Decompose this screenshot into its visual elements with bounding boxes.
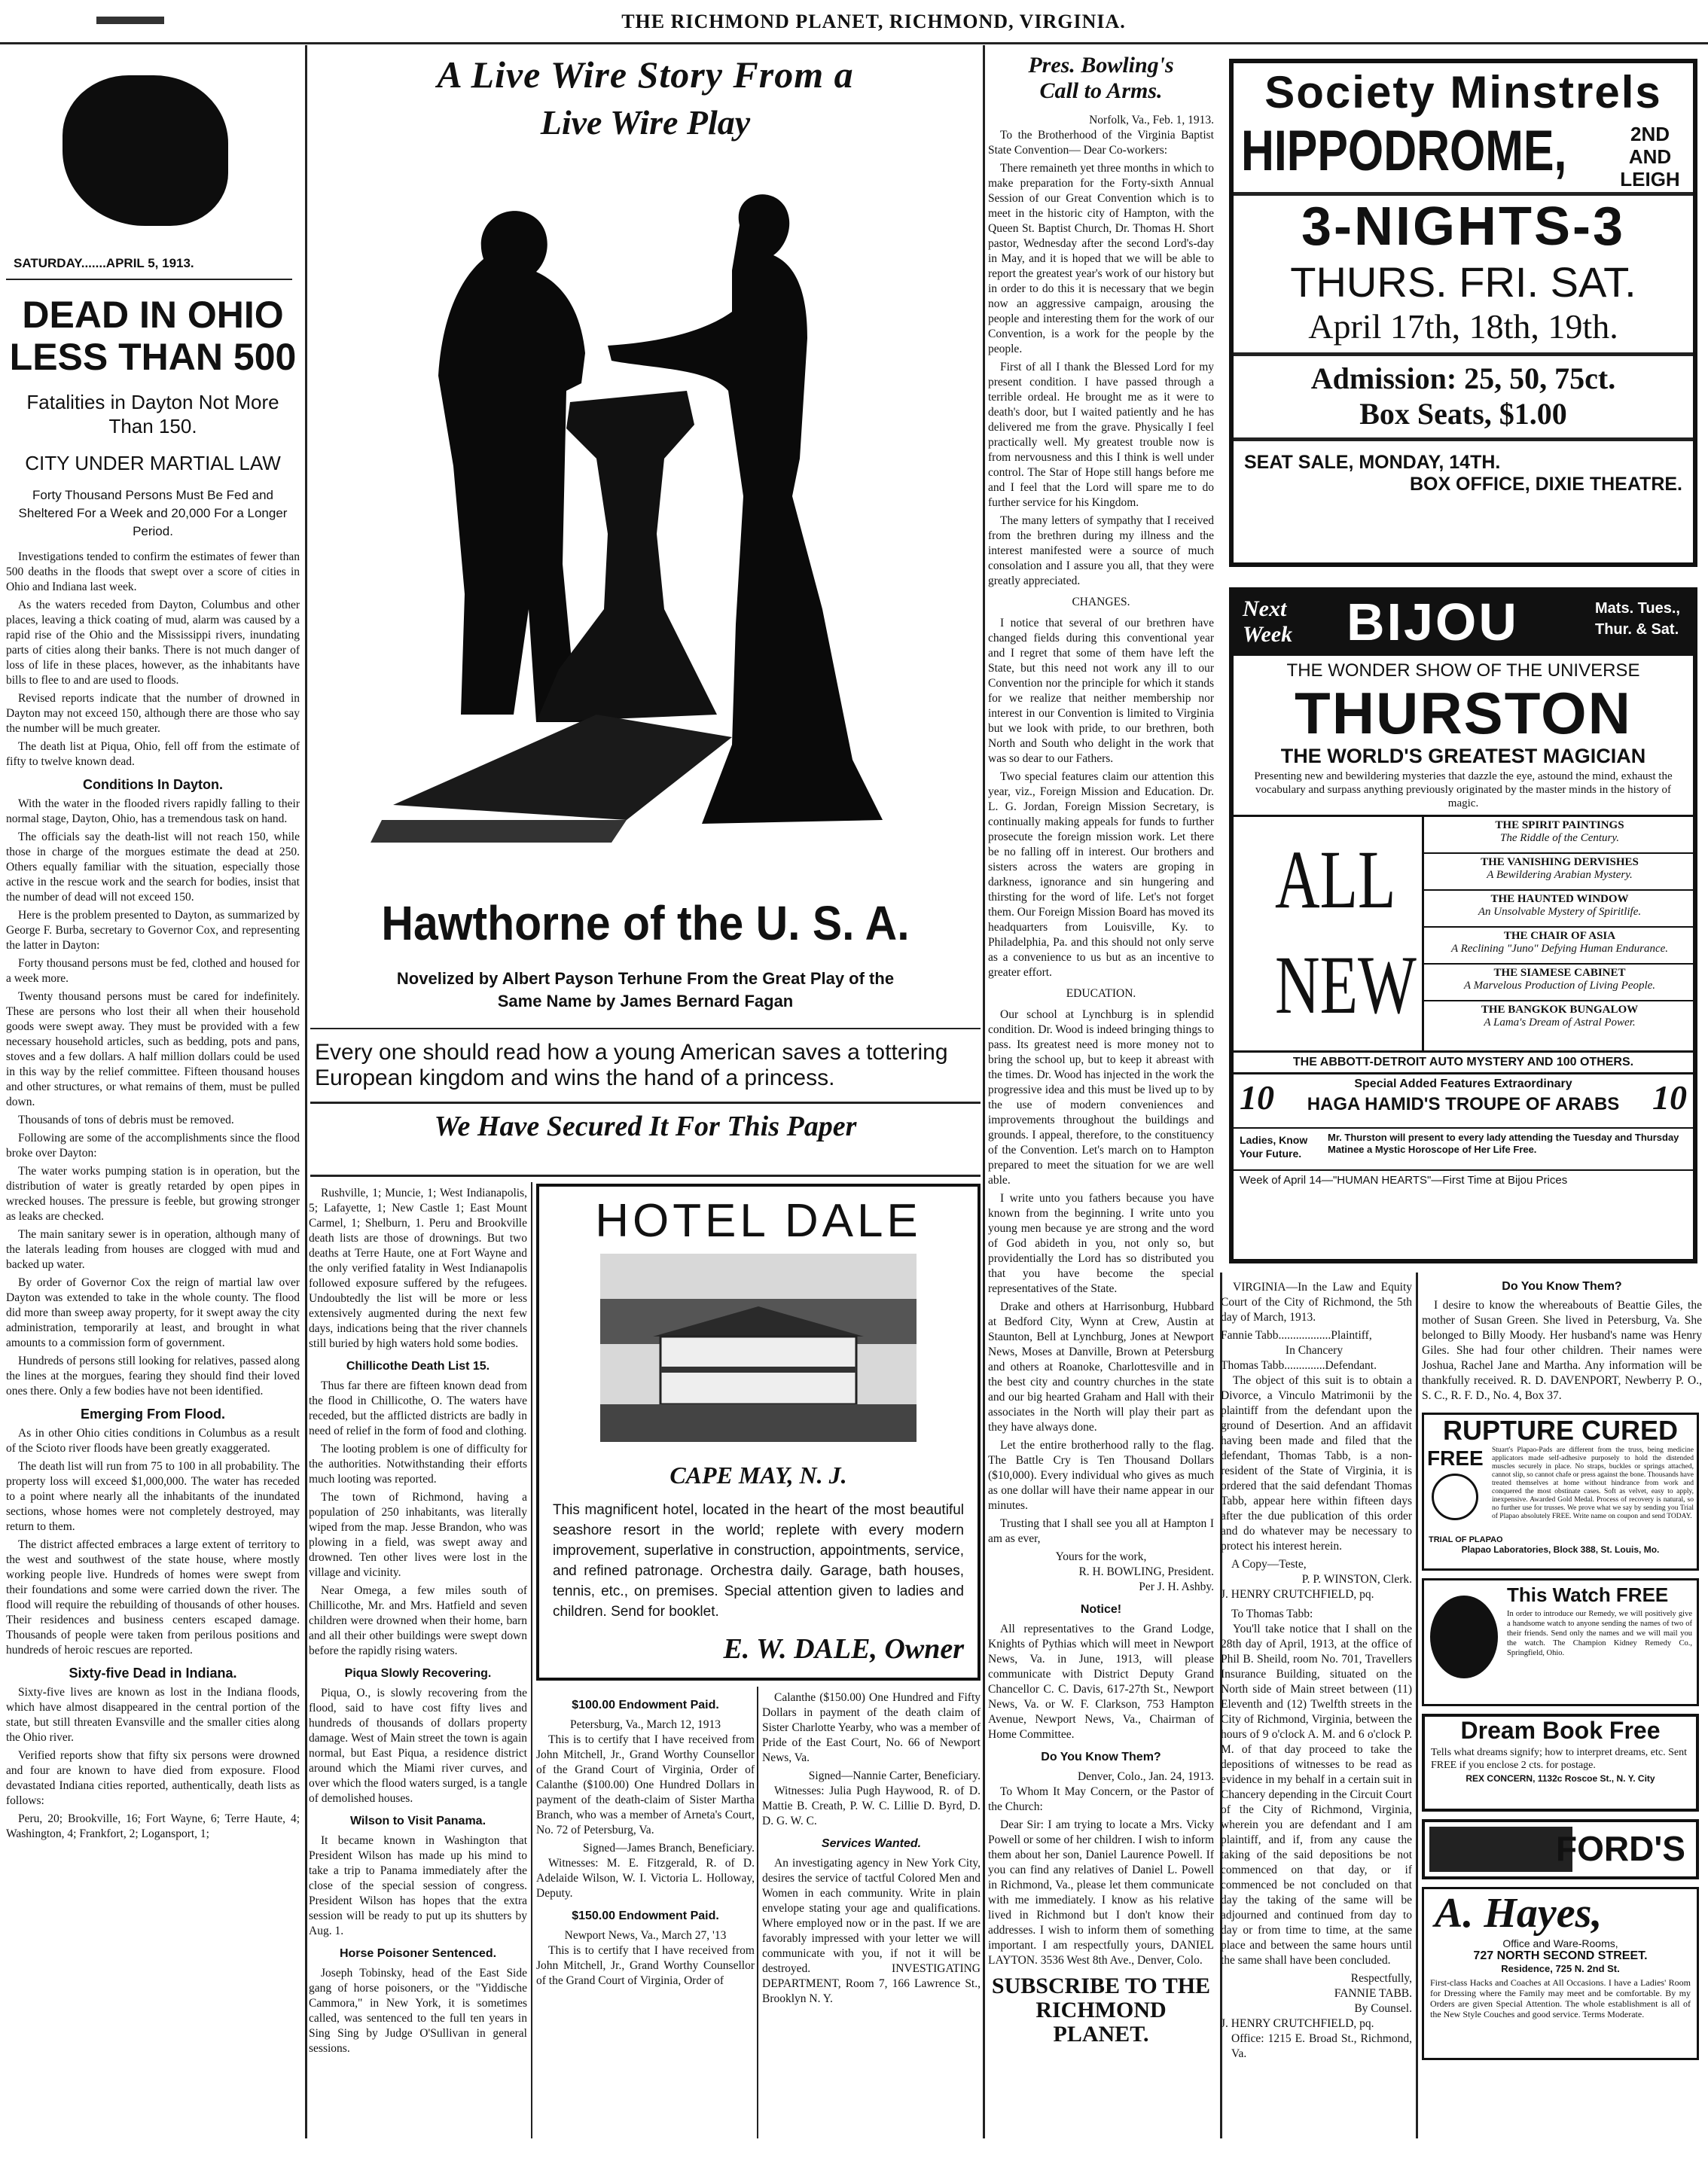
paragraph: You'll take notice that I shall on the 28th day of April, 1913, at the office of Phil B. Sheild, room No. 701, Travellers Insurance Building, situated on the North side of Main street between (11) Eleventh and (12) Twelfth streets in the City of Richmond, Virginia, between the hours of 9 o'clock A. M. and 6 o'clock P. M. of that day proceed to take the depositions of witnesses to be read as evidence in my behalf in a certain suit in Chancery depending in the Circuit Court of the City of Richmond, Virginia, wherein you are defendant and I am plaintiff, and if, from any cause the taking of the said depositions be not commenced on that day, or if commenced be not concluded on that day the taking of the same will be adjourned and continued from day to day or from time to time, at the same place and between the same hours until the same shall have been concluded. bbox=[1221, 1623, 1412, 1967]
paragraph: Hundreds of persons still looking for relatives, passed along the lines at the morgues, fearing they should find their loved ones there. Only a few bodies have not been identified. bbox=[6, 1355, 300, 1398]
rupture-ad bbox=[1422, 1413, 1699, 1571]
bijou-name: BIJOU bbox=[1347, 593, 1519, 651]
act-name: THE SPIRIT PAINTINGS bbox=[1495, 819, 1624, 831]
deck-martial-law: CITY UNDER MARTIAL LAW bbox=[25, 452, 281, 474]
dateline-rule bbox=[6, 279, 292, 280]
paragraph: Two special features claim our attention this year, viz., Foreign Mission and Education. Dr. L. G. Jordan, Foreign Mission Secretary, is continually making appeals for funds to further prosecute the foreign mission work. Let there be no falling off in interest. Our brothers and sisters across the waters are groping in darkness, ignorance and sin hungering and thirsting for the word of life. Let's not forget them. Our Foreign Mission Board has moved its headquarters from Louisville, Ky. to Philadelphia, Pa. and this should not only serve as a convenience to us but as an incentive to greater effort. bbox=[988, 770, 1214, 979]
paragraph: Twenty thousand persons must be cared for indefinitely. These are persons who lost their all when their household goods were swept away. They must be provided with a few necessary household articles, such as bedding, pots and pans, stoves and a few dollars. A half million dollars could be used in this way by the relief committee. Fifteen thousand houses and other structures, or what remains of them, must be pulled down. bbox=[6, 990, 300, 1108]
bijou-ad bbox=[1229, 587, 1697, 1263]
steps-shade bbox=[371, 820, 627, 843]
paragraph: Investigations tended to confirm the estimates of fewer than 500 deaths in the floods that swept over a score of cities in Ohio and Indiana last week. bbox=[6, 550, 300, 593]
bijou-next-week: Next Week bbox=[1243, 596, 1293, 647]
endowment-column-a bbox=[536, 1690, 755, 2142]
deck-fatalities: Fatalities in Dayton Not More Than 150. bbox=[26, 391, 279, 437]
paragraph: Drake and others at Harrisonburg, Hubbard at Bedford City, Wynn at Crew, Austin at Staunton, Bell at Lynchburg, Jones at Newport News, Moses at Danville, Brown at Petersburg and others at Roanoke, Charlottesville and in the best city and country churches in the state and our big hearted Graham and Hall with their associates in the North will play their part as they have always done. bbox=[988, 1300, 1214, 1434]
subhead: Conditions In Dayton. bbox=[83, 777, 223, 792]
legal-defendant: Thomas Tabb..............Defendant. bbox=[1221, 1359, 1377, 1372]
dateline: Norfolk, Va., Feb. 1, 1913. bbox=[1089, 114, 1214, 126]
ten-left: 10 bbox=[1240, 1078, 1274, 1117]
masthead-folio: THE RICHMOND PLANET, RICHMOND, VIRGINIA. bbox=[621, 11, 1126, 32]
hotel-place: CAPE MAY, N. J. bbox=[669, 1462, 847, 1489]
paragraph: Trusting that I shall see you all at Hampton I am as ever, bbox=[988, 1517, 1214, 1545]
paragraph: The officials say the death-list will not reach 150, while those in charge of the morgues estimate the dead at 250. Others equally familiar with the situation, especially those active in the rescue work and the search for bodies, insist that the number of dead will not exceed 150. bbox=[6, 831, 300, 904]
hayes-address: 727 NORTH SECOND STREET. bbox=[1473, 1949, 1648, 1962]
act-description: The Riddle of the Century. bbox=[1500, 832, 1619, 844]
legal-fannie: FANNIE TABB. bbox=[1334, 1987, 1412, 2000]
column-rule bbox=[531, 1182, 532, 2138]
subscribe-notice: SUBSCRIBE TO THE RICHMOND PLANET. bbox=[991, 1974, 1211, 2047]
paragraph: Following are some of the accomplishments since the flood broke over Dayton: bbox=[6, 1132, 300, 1160]
hotel-porch bbox=[660, 1367, 856, 1373]
hayes-office: Office and Ware-Rooms, bbox=[1502, 1937, 1618, 1949]
act-item bbox=[1424, 817, 1695, 854]
headline-less-than-500: LESS THAN 500 bbox=[9, 336, 297, 378]
paragraph: Sixty-five lives are known as lost in the Indiana floods, which have almost disappeared in the central portion of the state, but still threaten Evansville and the smaller cities along the Ohio river. bbox=[6, 1686, 300, 1744]
column-rule bbox=[757, 1687, 758, 2138]
dateline: Petersburg, Va., March 12, 1913 bbox=[569, 1718, 721, 1731]
paragraph: The water works pumping station is in operation, but the distribution of water is greatly retarded by open pipes in wrecked houses. The pressure is feeble, but growing stronger as leaks are checked. bbox=[6, 1165, 300, 1223]
paragraph: To Whom It May Concern, or the Pastor of the Church: bbox=[988, 1785, 1214, 1813]
plapao-seal-icon bbox=[1432, 1474, 1478, 1520]
hippodrome-corner: 2ND AND LEIGH bbox=[1620, 123, 1680, 191]
paragraph: It became known in Washington that President Wilson has made up his mind to take a trip to Panama immediately after the close of the special session of congress. President Wilson has hopes that the extra session will be ready to put up its shutters by Aug. 1. bbox=[309, 1834, 527, 1937]
feature-rule bbox=[310, 1028, 981, 1029]
bowling-column bbox=[988, 53, 1214, 2138]
paragraph: This is to certify that I have received from John Mitchell, Jr., Grand Worthy Counsellor of the Grand Court of Virginia, Order of Calanthe ($100.00) One Hundred Dollars in payment of the death-claim of Sister Martha Branch, who was a member of Arneta's Court, No. 72 of Petersburg, Va. bbox=[536, 1733, 755, 1836]
three-nights: 3-NIGHTS-3 bbox=[1301, 197, 1626, 257]
society-minstrels: Society Minstrels bbox=[1264, 67, 1662, 117]
act-name: THE BANGKOK BUNGALOW bbox=[1481, 1004, 1639, 1016]
feature-hawthorne bbox=[310, 45, 981, 1175]
masthead-cut bbox=[63, 75, 228, 226]
paragraph: Revised reports indicate that the number of drowned in Dayton may not exceed 150, although there are those who say the number will be much greater. bbox=[6, 692, 300, 735]
human-hearts: Week of April 14—"HUMAN HEARTS"—First Time at Bijou Prices bbox=[1234, 1169, 1693, 1190]
subhead: Sixty-five Dead in Indiana. bbox=[69, 1666, 237, 1681]
signature: R. H. BOWLING, President. bbox=[1078, 1565, 1214, 1578]
paragraph: Calanthe ($150.00) One Hundred and Fifty Dollars in payment of the death claim of Sister Charlotte Yearby, who was a member of Pride of the East Court, No. 66 of Newport News, Va. bbox=[762, 1691, 981, 1764]
subhead: $150.00 Endowment Paid. bbox=[572, 1910, 719, 1922]
paragraph: Our school at Lynchburg is in splendid condition. Dr. Wood is indeed bringing things to pass. Its greatest need is more money not to bring the school up, but to keep it abreast with the times. Dr. Wood has injected in the work the progressive idea and this must be lived up to by the use of modern conveniences and improvements throughout the buildings and grounds. I appeal, therefore, to the constituency of the Convention. Let's march on to Hampton prepared to meet the situation for we are well able. bbox=[988, 1008, 1214, 1187]
feature-byline: Novelized by Albert Payson Terhune From the Great Play of the Same Name by James Bernard Fagan bbox=[396, 969, 895, 1010]
silhouette-illustration bbox=[310, 142, 981, 903]
minstrels-ad bbox=[1229, 59, 1697, 567]
act-name: THE SIAMESE CABINET bbox=[1493, 967, 1626, 979]
ad-rule bbox=[1234, 437, 1693, 441]
paragraph: The main sanitary sewer is in operation, although many of the laterals leading from houses are clogged with mud and backed up water. bbox=[6, 1228, 300, 1271]
column-rule bbox=[983, 45, 985, 2138]
paragraph: Thus far there are fifteen known dead from the flood in Chillicothe, O. The waters have receded, but the afflicted districts are badly in need of relief in the form of food and clothing. bbox=[309, 1379, 527, 1437]
feature-bottom-rule bbox=[310, 1175, 981, 1177]
lawn bbox=[600, 1404, 917, 1442]
bowling-heading-2: Call to Arms. bbox=[1039, 78, 1163, 103]
fords-ad bbox=[1422, 1819, 1699, 1879]
masthead-bar bbox=[0, 0, 1708, 39]
hotel-copy: This magnificent hotel, located in the heart of the most beautiful seashore resort in the world; replete with every modern improvement, superlative in construction, appointments, service, and refined patronage. Orchestra daily. Garage, bath houses, tennis, etc., on premises. Special attention given to ladies and children. Send for booklet. bbox=[553, 1502, 964, 1620]
ladies-future: Ladies, Know Your Future. bbox=[1240, 1134, 1308, 1160]
flood-column bbox=[6, 60, 300, 2146]
all-new-new: NEW bbox=[1275, 939, 1417, 1031]
hayes-residence: Residence, 725 N. 2nd St. bbox=[1501, 1963, 1620, 1974]
act-name: THE CHAIR OF ASIA bbox=[1503, 930, 1616, 942]
know-them-text: I desire to know the whereabouts of Beattie Giles, the mother of Susan Green. She lived in Petersburg, Va. She belonged to Billy Moody. Her husband's name was Henry Giles. She had four other children. Their names were Joshua, Rachel Jane and Martha. Any information will be thankfully received. R. D. DAVENPORT, Newberry P. O., S. C., R. F. D., No. 4, Box 37. bbox=[1422, 1299, 1702, 1402]
watch-text: In order to introduce our Remedy, we will positively give a handsome watch to anyone sending the names of two of their friends. Send only the names and we will mail you the watch. The Champion Kidney Remedy Co., Springfield, Ohio. bbox=[1507, 1610, 1692, 1657]
haga-hamid: HAGA HAMID'S TROUPE OF ARABS bbox=[1307, 1094, 1620, 1114]
feature-rule bbox=[310, 1102, 981, 1104]
endowment-column-b bbox=[762, 1690, 981, 2142]
subhead: $100.00 Endowment Paid. bbox=[572, 1699, 719, 1711]
box-office: BOX OFFICE, DIXIE THEATRE. bbox=[1409, 474, 1682, 495]
fords-image bbox=[1429, 1827, 1572, 1872]
closing: Yours for the work, bbox=[1055, 1550, 1147, 1563]
rupture-address: Plapao Laboratories, Block 388, St. Louis, Mo. bbox=[1461, 1544, 1660, 1555]
flood-continued-column bbox=[309, 1186, 527, 2142]
subhead: Piqua Slowly Recovering. bbox=[344, 1667, 492, 1680]
paragraph: The object of this suit is to obtain a Divorce, a Vinculo Matrimonii by the plaintiff from the defendant upon the ground of Desertion. And an affidavit having been made and filed that the defendant, Thomas Tabb, is a non-resident of the State of Virginia, it is ordered that the said defendant Thomas Tabb, appear here within fifteen days after the due publication of this order and do whatever may be necessary to protect his interest herein. bbox=[1221, 1374, 1412, 1553]
legal-pq: J. HENRY CRUTCHFIELD, pq. bbox=[1221, 1588, 1374, 1601]
legal-copy: A Copy—Teste, bbox=[1231, 1558, 1307, 1571]
paragraph: Let the entire brotherhood rally to the flag. The Battle Cry is Ten Thousand Dollars ($10,000). Every individual who gives as much as one dollar will have their name appear in our minutes. bbox=[988, 1439, 1214, 1512]
greatest-magician: THE WORLD'S GREATEST MAGICIAN bbox=[1280, 745, 1646, 767]
dream-text: Tells what dreams signify; how to interpret dreams, etc. Sent FREE if you enclose 2 cts. for postage. bbox=[1431, 1747, 1687, 1771]
paragraph: There remaineth yet three months in which to make preparation for the Forty-sixth Annual Session of our Great Convention which is to meet in the historic city of Hampton, with the Queen St. Baptist Church, Dr. Thomas H. Short pastor, Wednesday after the second Lord's-day in May, and it is hoped that we will be able to report the greatest year's work of our history but in order to do this it is necessary that we begin now an aggressive campaign, arousing the people and interesting them for the work of our Convention, is a work for the people by the people. bbox=[988, 162, 1214, 355]
signature: Signed—James Branch, Beneficiary. bbox=[583, 1842, 755, 1855]
thurston-tagline: Presenting new and bewildering mysteries that dazzle the eye, astound the mind, exhaust the vocabulary and surpass anything previously originated by the master minds in the history of magic. bbox=[1254, 770, 1673, 809]
paragraph: Dear Sir: I am trying to locate a Mrs. Vicky Powell or some of her children. I wish to inform them about her son, Daniel Laurence Powell. If you can find any relatives of Daniel L. Powell in Richmond, Va., please let them communicate with me immediately. I know as his relative lived in Richmond but I don't know their addresses. I wish to inform them of something important. I am respectfully yours, DANIEL LAYTON. 3536 West 8th Ave., Denver, Colo. bbox=[988, 1818, 1214, 1967]
wonder-show: THE WONDER SHOW OF THE UNIVERSE bbox=[1286, 660, 1640, 681]
paragraph: The many letters of sympathy that I received from the brethren during my illness and the interest manifested were a source of much consolation and I assure you all, that they were greatly appreciated. bbox=[988, 514, 1214, 587]
paragraph: As in other Ohio cities conditions in Columbus as a result of the Scioto river floods have been greatly exaggerated. bbox=[6, 1427, 300, 1455]
hayes-text: First-class Hacks and Coaches at All Occasions. I have a Ladies' Room for Dressing where the Family may meet and be comfortable. By my Orders are given Special Attention. The whole establishment is all of the New Style Couches and good service. Terms Moderate. bbox=[1430, 1977, 1691, 2019]
legal-notice-column bbox=[1216, 1280, 1412, 2138]
box-seats: Box Seats, $1.00 bbox=[1359, 397, 1567, 431]
subhead: Emerging From Flood. bbox=[81, 1407, 225, 1422]
paragraph: The looting problem is one of difficulty for the authorities. Notwithstanding their efforts much looting was reported. bbox=[309, 1443, 527, 1486]
column-rule bbox=[1416, 1273, 1418, 2138]
subhead: Do You Know Them? bbox=[1041, 1751, 1161, 1763]
small-ads-column bbox=[1422, 1280, 1702, 2138]
man-silhouette bbox=[438, 211, 589, 722]
paragraph: The town of Richmond, having a population of 250 inhabitants, was literally wiped from the map. Jesse Brandon, who was plowing in a field, was swept away and drowned. Ten other lives were lost in the village and vicinity. bbox=[309, 1491, 527, 1579]
act-item bbox=[1424, 928, 1695, 965]
act-item bbox=[1424, 1001, 1695, 1038]
bowling-heading: Pres. Bowling's bbox=[1028, 53, 1174, 78]
dream-title: Dream Book Free bbox=[1460, 1717, 1661, 1744]
act-item bbox=[1424, 965, 1695, 1001]
act-item bbox=[1424, 891, 1695, 928]
rupture-text: Stuart's Plapao-Pads are different from the truss, being medicine applicators made self-adhesive purposely to hold the distended muscles securely in place. No straps, buckles or springs attached, cannot slip, so cannot chafe or press against the bone. Thousands have treated themselves at home without hindrance from work and conquered the most obstinate cases. Soft as velvet, easy to apply, inexpensive. Awarded Gold Medal. Process of recovery is natural, so no further use for trusses. We prove what we say by sending you Trial of Plapao absolutely FREE. Write name on coupon and send TODAY. bbox=[1492, 1446, 1694, 1520]
hotel-title: HOTEL DALE bbox=[595, 1195, 922, 1247]
paragraph: All representatives to the Grand Lodge, Knights of Pythias which will meet in Newport News, Va. in June, 1913, will please communicate with District Deputy Grand Chancellor C. C. Davis, 617-27th St., Newport News, Va. or W. F. Clarkson, 753 Hampton Avenue, Newport News, Va., Chairman of Home Committee. bbox=[988, 1623, 1214, 1741]
horoscope-offer: Mr. Thurston will present to every lady attending the Tuesday and Thursday Matinee a Mystic Horoscope of Her Life Free. bbox=[1328, 1132, 1679, 1155]
folio-marker bbox=[96, 17, 164, 24]
ad-rule bbox=[1234, 352, 1693, 356]
hayes-name: A. Hayes, bbox=[1435, 1890, 1603, 1937]
witnesses: Witnesses: Julia Pugh Haywood, R. of D. Mattie B. Creath, P. W. C. Lillie D. Byrd, D. D. G. W. C. bbox=[762, 1785, 981, 1827]
paragraph: Thousands of tons of debris must be removed. bbox=[18, 1114, 234, 1126]
seat-sale: SEAT SALE, MONDAY, 14TH. bbox=[1244, 452, 1501, 473]
special-features: Special Added Features Extraordinary bbox=[1354, 1077, 1572, 1090]
paragraph: Rushville, 1; Muncie, 1; West Indianapolis, 5; Lafayette, 1; New Castle 1; East Mount Carmel, 1; Shelburn, 1. Peru and Brookville death lists are those of drownings. But two deaths at Terre Haute, one at Fort Wayne and the only verified fatality in West Indianapolis followed exposure suffered by the refugees. Undoubtedly the list will be more or less extensively augmented during the next few days, indications being that the river channels still buried by high waters hold some bodies. bbox=[309, 1187, 527, 1350]
subhead: Services Wanted. bbox=[821, 1837, 922, 1850]
subhead: Wilson to Visit Panama. bbox=[349, 1815, 486, 1827]
dateline: Newport News, Va., March 27, '13 bbox=[564, 1929, 727, 1942]
feature-banner-play: Live Wire Play bbox=[540, 103, 751, 142]
salutation: To the Brotherhood of the Virginia Baptist State Convention— Dear Co-workers: bbox=[988, 129, 1214, 157]
paragraph: I write unto you fathers because you have known from the beginning. I write unto you young men because ye are strong and the word of God abideth in you, not only so, but providentially the Lord has so distributed you that you have become the special representatives of the State. bbox=[988, 1192, 1214, 1295]
paragraph: An investigating agency in New York City, desires the service of tactful Colored Men and Women in each community. Write in plain envelope stating your age and qualifications. Where employed now or in the past. If we are favorably impressed with your letter we will communicate with you, if not it will be destroyed. INVESTIGATING DEPARTMENT, Room 7, 166 Lawrence St., Brooklyn N. Y. bbox=[762, 1857, 981, 2005]
feature-secured: We Have Secured It For This Paper bbox=[434, 1111, 857, 1142]
paragraph: This is to certify that I have received from John Mitchell, Jr., Grand Worthy Counsellor of the Grand Court of Virginia, Order of bbox=[536, 1944, 755, 1987]
act-description: A Marvelous Production of Living People. bbox=[1463, 980, 1656, 992]
dream-address: REX CONCERN, 1132c Roscoe St., N. Y. City bbox=[1466, 1773, 1655, 1784]
hippodrome: HIPPODROME, bbox=[1241, 119, 1567, 183]
paragraph: Forty thousand persons must be fed, clothed and housed for a week more. bbox=[6, 957, 300, 985]
legal-plaintiff: Fannie Tabb..................Plaintiff, bbox=[1221, 1329, 1372, 1342]
paragraph: The death list at Piqua, Ohio, fell off from the estimate of fifty to twelve known dead. bbox=[6, 740, 300, 768]
hotel-dale-ad bbox=[536, 1184, 981, 1681]
dream-book-ad bbox=[1422, 1714, 1699, 1812]
legal-clerk: P. P. WINSTON, Clerk. bbox=[1301, 1573, 1412, 1586]
paragraph: The death list will run from 75 to 100 in all probability. The property loss will exceed $1,000,000. The water has receded to a point where nearly all the inhabitants of the inundated sections, whose homes were not completely destroyed, may return to them. bbox=[6, 1460, 300, 1533]
dateline: SATURDAY.......APRIL 5, 1913. bbox=[14, 256, 194, 270]
bijou-matinees: Mats. Tues., Thur. & Sat. bbox=[1595, 600, 1680, 638]
column-rule bbox=[305, 45, 307, 2138]
act-description: A Reclining "Juno" Defying Human Endurance. bbox=[1450, 943, 1669, 955]
act-name: THE HAUNTED WINDOW bbox=[1490, 893, 1629, 905]
legal-crutchfield: J. HENRY CRUTCHFIELD, pq. bbox=[1221, 2017, 1374, 2030]
watch-ad bbox=[1422, 1578, 1699, 1706]
legal-respectfully: Respectfully, bbox=[1350, 1972, 1412, 1985]
paragraph: Peru, 20; Brookville, 16; Fort Wayne, 6; Terre Haute, 4; Washington, 4; Frankfort, 2; Logansport, 1; bbox=[6, 1812, 300, 1840]
rupture-trial: TRIAL OF PLAPAO bbox=[1429, 1535, 1503, 1544]
paragraph: With the water in the flooded rivers rapidly falling to their normal stage, Dayton, Ohio, has a tremendous task on hand. bbox=[6, 797, 300, 825]
paragraph: The district affected embraces a large extent of territory to the west and southwest of the state house, where mostly working people live. Hundreds of homes were swept from their foundations and some were carried down the river. The flood will require the rebuilding of thousands of other houses. Their residences and business centers escaped damage. Thousands of people were taken from perilous positions and hundreds of heroic rescues are reported. bbox=[6, 1538, 300, 1657]
watch-icon bbox=[1430, 1596, 1498, 1678]
feature-blurb: Every one should read how a young American saves a tottering European kingdom and wins the hand of a princess. bbox=[315, 1040, 948, 1090]
legal-office: Office: 1215 E. Broad St., Richmond, Va. bbox=[1231, 2032, 1412, 2060]
hotel-illustration bbox=[600, 1254, 917, 1442]
all-new-all: ALL bbox=[1275, 834, 1396, 925]
paragraph: Joseph Tobinsky, head of the East Side gang of horse poisoners, or the "Yiddische Cammora," in New York, it is sometimes called, was sentenced to the full ten years in Sing Sing by Judge O'Sullivan in general sessions. bbox=[309, 1967, 527, 2055]
fords-title: FORD'S bbox=[1556, 1829, 1685, 1868]
hotel-owner: E. W. DALE, Owner bbox=[723, 1633, 964, 1665]
legal-heading: VIRGINIA—In the Law and Equity Court of the City of Richmond, the 5th day of March, 1913. bbox=[1221, 1281, 1412, 1324]
feature-banner: A Live Wire Story From a bbox=[437, 53, 854, 96]
act-description: An Unsolvable Mystery of Spiritlife. bbox=[1478, 906, 1642, 918]
subhead: Horse Poisoner Sentenced. bbox=[339, 1947, 497, 1960]
thurston-name: THURSTON bbox=[1295, 680, 1632, 746]
subhead: Do You Know Them? bbox=[1502, 1280, 1622, 1293]
paragraph: Verified reports show that fifty six persons were drowned and four are known to have died from exposure. Flood devastated Indiana cities reported, authentically, death lists as follows: bbox=[6, 1749, 300, 1807]
legal-counsel: By Counsel. bbox=[1354, 2002, 1412, 2015]
act-item bbox=[1424, 854, 1695, 891]
legal-to: To Thomas Tabb: bbox=[1231, 1608, 1313, 1620]
acts-list bbox=[1422, 817, 1695, 1050]
abbott-detroit: THE ABBOTT-DETROIT AUTO MYSTERY AND 100 OTHERS. bbox=[1292, 1056, 1634, 1068]
feature-title: Hawthorne of the U. S. A. bbox=[381, 896, 910, 950]
rupture-free: FREE bbox=[1427, 1446, 1484, 1470]
act-description: A Bewildering Arabian Mystery. bbox=[1487, 869, 1633, 881]
act-name: THE VANISHING DERVISHES bbox=[1481, 856, 1639, 868]
watch-title: This Watch FREE bbox=[1507, 1583, 1669, 1606]
ad-rule bbox=[1234, 192, 1693, 196]
rupture-title: RUPTURE CURED bbox=[1442, 1415, 1678, 1446]
paragraph: Near Omega, a few miles south of Chillicothe, Mr. and Mrs. Hatfield and seven children were drowned when their home, barn and all their other buildings were swept down before the rapidly rising waters. bbox=[309, 1584, 527, 1657]
signature-per: Per J. H. Ashby. bbox=[1139, 1580, 1214, 1593]
admission: Admission: 25, 50, 75ct. bbox=[1310, 361, 1616, 395]
signature: Signed—Nannie Carter, Beneficiary. bbox=[808, 1769, 981, 1782]
subhead: Chillicothe Death List 15. bbox=[346, 1360, 490, 1373]
subhead: CHANGES. bbox=[1072, 596, 1130, 608]
deck-forty-thousand: Forty Thousand Persons Must Be Fed and Sheltered For a Week and 20,000 For a Longer Period. bbox=[18, 488, 288, 538]
paragraph: First of all I thank the Blessed Lord for my present condition. I have passed through a terrible ordeal. He brought me as it were to death's door, but I waited patiently and he has delivered me from the grave. Physically I feel practically well. My greatest trouble now is from nervousness and this I think is well under control. The Star of Hope still hangs before me and I feel that the Lord will spare me to do further service for his Kingdom. bbox=[988, 361, 1214, 509]
paragraph: I notice that several of our brethren have changed fields during this conventional year and I regret that some of them have left the State, but this need not work any ill to our Convention nor the principle for which it stands for we realize that neither membership nor interest in our Convention is limited to Virginia but we look with pride, to our brethren, both North and South who delight in the work that was so dear to our Fathers. bbox=[988, 617, 1214, 765]
act-description: A Lama's Dream of Astral Power. bbox=[1484, 1017, 1636, 1029]
show-days: THURS. FRI. SAT. bbox=[1290, 258, 1636, 306]
paragraph: As the waters receded from Dayton, Columbus and other places, leaving a thick coating of mud, alarm was caused by a rapid rise of the Ohio and the Mississippi rivers, inundating parts of cities along their banks. There is not much danger of loss of life in these places, however, as the inhabitants have bills to flee to and are used to floods. bbox=[6, 599, 300, 687]
subhead: EDUCATION. bbox=[1066, 987, 1136, 1000]
show-dates: April 17th, 18th, 19th. bbox=[1308, 307, 1618, 346]
ten-right: 10 bbox=[1652, 1078, 1687, 1117]
headline-dead-in-ohio: DEAD IN OHIO bbox=[22, 294, 284, 336]
witnesses: Witnesses: M. E. Fitzgerald, R. of D. Adelaide Wilson, W. I. Victoria L. Holloway, Deputy. bbox=[536, 1857, 755, 1900]
subhead: Notice! bbox=[1080, 1603, 1122, 1616]
paragraph: Piqua, O., is slowly recovering from the flood, said to have cost fifty lives and hundreds of thousands of dollars property damage. West of Main street the town is again normal, but East Piqua, a residence district around which the Miami river curves, and over which the flood waters surged, is a tangle of demolished houses. bbox=[309, 1687, 527, 1805]
paragraph: Here is the problem presented to Dayton, as summarized by George F. Burba, secretary to Governor Cox, and representing the latter in Dayton: bbox=[6, 909, 300, 952]
legal-in-chancery: In Chancery bbox=[1285, 1344, 1344, 1357]
paragraph: By order of Governor Cox the reign of martial law over Dayton was extended to take in the whole county. The flood did more than sweep away property, for it swept away the city administration, temporarily at least, and brought in what amounts to a commission form of government. bbox=[6, 1276, 300, 1349]
masthead-rule bbox=[0, 42, 1708, 44]
hayes-ad bbox=[1422, 1887, 1699, 2060]
dateline: Denver, Colo., Jan. 24, 1913. bbox=[1077, 1770, 1214, 1783]
steps bbox=[393, 715, 732, 820]
